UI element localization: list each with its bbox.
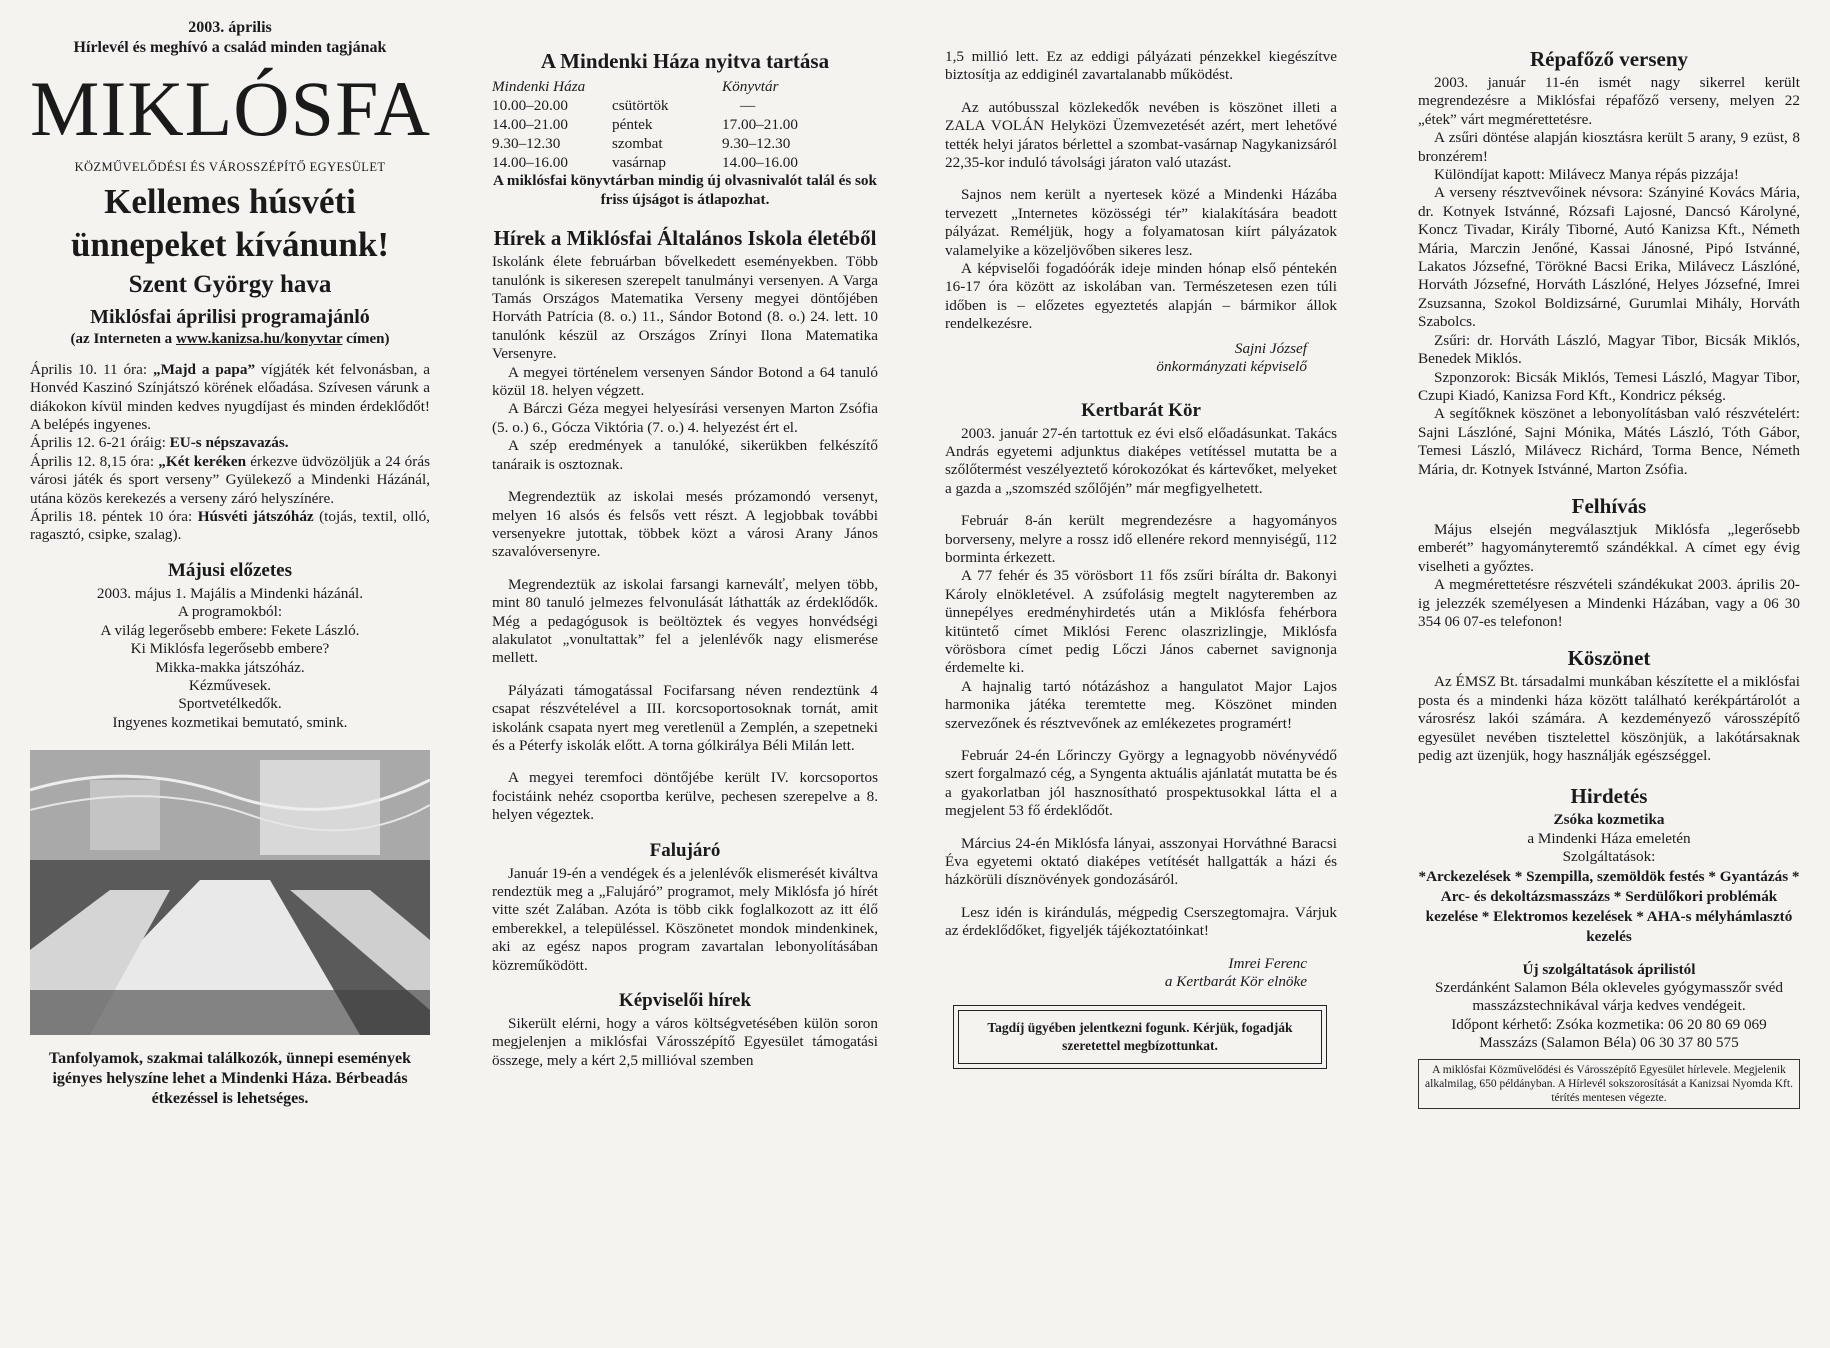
web-link[interactable]: www.kanizsa.hu/konyvtar xyxy=(175,331,343,348)
column-2 xyxy=(492,48,878,1348)
garden-paragraph: 2003. január 27-én tartottuk ez évi első előadásunkat. Takács András egyetemi adjunktus diaképes vetítéssel mutatta be a szőlőtermést veszélyeztető kórokozókat és kártevőket, melyeket a gazda a „szomszéd szőlőjén” már megfigyelhetett. xyxy=(945,424,1337,497)
tagline: Hírlevél és meghívó a család minden tagjának xyxy=(73,39,387,56)
garden-paragraph: Március 24-én Miklósfa lányai, asszonyai Horváthné Baracsi Éva egyetemi oktató diaképes vetítését hallgatták a házi és házkörüli dísznövények gondozásáról. xyxy=(945,834,1337,889)
event-item: Április 12. 8,15 óra: „Két keréken érkezve üdvözöljük a 24 órás városi játék és sport verseny” Gyülekező a Mindenki Házánál, utána közös kerekezés a verseny záró helyszínére. xyxy=(30,452,430,507)
representative-paragraph: 1,5 millió lett. Ez az eddigi pályázati pénzekkel kiegészítve biztosítja az eddiginél zavartalanabb működést. xyxy=(945,48,1337,84)
may-line: Sportvetélkedők. xyxy=(178,695,282,713)
signature-name: Sajni József xyxy=(1234,339,1307,357)
table-header-row xyxy=(492,78,832,96)
beet-paragraph: Szponzorok: Bicsák Miklós, Temesi László, Magyar Tibor, Czupi Kiadó, Kanizsa Ford Kft., Kondricz pékség. xyxy=(1418,368,1800,404)
issue-date: 2003. április xyxy=(188,19,272,36)
program-title: Miklósfai áprilisi programajánló xyxy=(90,306,370,329)
column-1 xyxy=(30,18,430,1318)
announcement-title: Felhívás xyxy=(1571,493,1647,518)
booking-line: Időpont kérhető: Zsóka kozmetika: 06 20 80 69 069 xyxy=(1451,1015,1767,1033)
greeting-line-2: ünnepeket kívánunk! xyxy=(70,225,390,265)
event-item: Április 12. 6-21 óráig: EU-s népszavazás. xyxy=(30,434,289,452)
advert-services: *Arckezelések * Szempilla, szemöldök festés * Gyantázás * Arc- és dekoltázsmasszázs * Serdülőkori problémák kezelése * Elektromos kezelések * AHA-s mélyhámlasztó kezelés xyxy=(1418,867,1800,945)
header-mindenki-haza: Mindenki Háza xyxy=(492,78,586,95)
school-paragraph: A szép eredmények a tanulóké, sikerükben felkészítő tanáraik is osztoznak. xyxy=(492,437,878,473)
signature-name: Imrei Ferenc xyxy=(1228,954,1307,972)
announcement-paragraph: Május elsején megválasztjuk Miklósfa „legerősebb emberét” hagyományteremtő szándékkal. A címet egy évig viselheti a győztes. xyxy=(1418,520,1800,575)
table-row: 14.00–21.00 péntek 17.00–21.00 xyxy=(492,116,798,134)
may-line: Ki Miklósfa legerősebb embere? xyxy=(130,640,330,658)
garden-paragraph: Február 8-án került megrendezésre a hagyományos borverseny, melyre a rossz idő ellenére rekord mennyiségű, 112 borminta érkezett. xyxy=(945,512,1337,566)
library-note: A miklósfai könyvtárban mindig új olvasnivalót talál és sok friss újságot is átlapozhat. xyxy=(493,172,877,208)
membership-notice-box xyxy=(953,1005,1327,1069)
representative-paragraph: Sajnos nem került a nyertesek közé a Mindenki Házába tervezett „Internetes közösségi tér” kialakítására beadott pályázat. Reméljük, hogy a folyamatosan kiírt pályázatok valamelyike a közeljövőben sikeres lesz. xyxy=(945,186,1337,259)
may-line: A világ legerősebb embere: Fekete László. xyxy=(100,621,360,639)
representative-paragraph: Sikerült elérni, hogy a város költségvetésében külön soron megjelenjen a miklósfai Városszépítő Egyesület támogatási összege, mely a kért 2,5 millióval szemben xyxy=(492,1015,878,1069)
venue-promo: Tanfolyamok, szakmai találkozók, ünnepi események igényes helyszíne lehet a Mindenki Háza. Bérbeadás étkezéssel is lehetséges. xyxy=(48,1050,412,1108)
garden-club-title: Kertbarát Kör xyxy=(1081,399,1201,421)
opening-hours-table xyxy=(492,78,832,172)
beet-contest-title: Répafőző verseny xyxy=(1529,47,1689,71)
school-paragraph: Pályázati támogatással Focifarsang néven rendeztünk 4 csapat részvételével a III. korcsoportosoknak tornát, amit iskolánk csapata nyert meg veretlenül a Zemplén, a szepetneki és a Péterfy iskolák előtt. A torna gólkirálya Béli Milán lett. xyxy=(492,681,878,754)
hours-title: A Mindenki Háza nyitva tartása xyxy=(540,49,830,73)
school-paragraph: A megyei történelem versenyen Sándor Botond a 64 tanuló közül 18. helyen végzett. xyxy=(492,363,878,400)
advert-location: a Mindenki Háza emeletén xyxy=(1527,829,1691,847)
may-line: Kézművesek. xyxy=(188,676,272,694)
representative-paragraph: A képviselői fogadóórák ideje minden hónap első péntekén 16-17 óra között az iskolában van. Természetesen ezen túli időben is – előzetes egyeztetés alapján – bármikor állok rendelkezésre. xyxy=(945,260,1337,333)
event-item: Április 10. 11 óra: „Majd a papa” vígjáték két felvonásban, a Honvéd Kaszinó Színjátszó körének előadása. Szívesen várunk a diákokon kívül minden kedves nyugdíjast és minden érdeklődőt! A belépés ingyenes. xyxy=(30,360,430,434)
beet-paragraph: A verseny résztvevőinek névsora: Szányiné Kovács Mária, dr. Kotnyek Istvánné, Rózsafi Lajosné, Dancsó Károlyné, Koncz Tivadar, Király Tiborné, Autó Kanizsa Kft., Németh Mária, Marczin Jenőné, Kassai Jánosné, Pipó Istvánné, Lakatos Józsefné, Törökné Bacsi Erika, Milávecz Lászlóné, Horváth Józsefné, Horváth Lászlóné, Helyes Józsefné, Imrei Zsuzsanna, Szokol Boldizsárné, Gurumlai Mihály, Horváth Szabolcs. xyxy=(1418,184,1800,331)
representative-paragraph: Az autóbusszal közlekedők nevében is köszönet illeti a ZALA VOLÁN Helyközi Üzemvezetését azért, mert lehetővé tették helyi járatos bérlettel a szombat-vasárnap Nagykanizsáról 22,35-kor induló távolsági járaton való utazást. xyxy=(945,98,1337,172)
garden-paragraph: Február 24-én Lőrinczy György a legnagyobb növényvédő szert forgalmazó cég, a Syngenta aktuális ajánlatát mutatta be és a gyakorlatban jól hasznosítható prospektusokkal látta el a megjelent 53 fő érdeklődőt. xyxy=(945,747,1337,820)
advert-services-label: Szolgáltatások: xyxy=(1562,848,1656,866)
table-row: 10.00–20.00 csütörtök — xyxy=(492,97,756,115)
representative-news-title: Képviselői hírek xyxy=(618,990,752,1012)
publisher-note-box: A miklósfai Közművelődési és Városszépítő Egyesület hírlevele. Megjelenik alkalmilag, 650 példányban. A Hírlevél sokszorosítását a Kanizsai Nyomda Kft. térítés mentesen végezte. xyxy=(1418,1059,1800,1109)
header-konyvtar: Könyvtár xyxy=(722,78,779,95)
table-row: 14.00–16.00 vasárnap 14.00–16.00 xyxy=(492,154,798,172)
event-list xyxy=(30,361,430,545)
garden-paragraph: A hajnalig tartó nótázáshoz a hangulatot Major Lajos harmonika játéka teremtette meg. Köszönet minden szervezőnek és résztvevőnek az emlékezetes programért! xyxy=(945,677,1337,732)
table-row: 9.30–12.30 szombat 9.30–12.30 xyxy=(492,135,791,153)
masthead: MIKLÓSFA xyxy=(30,65,431,152)
school-paragraph: Megrendeztük az iskolai farsangi karneválť, melyen több, mint 80 tanuló jelmezes felvonulását láthatták az érdeklődők. Még a pedagógusok is beöltöztek és vegyes honvédségi alakulatot „vonultattak” fel a jelenlévők nagy elismerése mellett. xyxy=(492,575,878,667)
signature-role: önkormányzati képviselő xyxy=(1156,358,1307,376)
event-item: Április 18. péntek 10 óra: Húsvéti játszóház (tojás, textil, olló, ragasztó, csipke, szalag). xyxy=(30,508,430,544)
advert-title: Hirdetés xyxy=(1570,784,1648,809)
beet-paragraph: A zsűri döntése alapján kiosztásra került 5 arany, 9 ezüst, 8 bronzérem! xyxy=(1418,129,1800,165)
garden-paragraph: A 77 fehér és 35 vörösbort 11 fős zsűri bírálta dr. Bakonyi Károly elnökletével. A zsúfolásig megtelt nagyteremben az ünnepélyes eredményhirdetés után a Miklósfa fehérbora kitüntető címet Miklósi Ferenc olaszrizlingje, Miklósfa vörösbora címet pedig Lőczi János cabernet savignonja érdemelte ki. xyxy=(945,567,1337,677)
new-services-title: Új szolgáltatások áprilistól xyxy=(1522,960,1696,978)
thanks-paragraph: Az ÉMSZ Bt. társadalmi munkában készítette el a miklósfai posta és a mindenki háza között található kerékpártárolót a városrész lakói számára. A kezdeményező városszépítő egyesület nevében tisztelettel köszönjük, a lakótársaknak pedig azt üzenjük, hogy használják egészséggel. xyxy=(1418,673,1800,764)
column-3 xyxy=(945,48,1337,1348)
banquet-hall-photo xyxy=(30,750,430,1035)
school-paragraph: Megrendeztük az iskolai mesés prózamondó versenyt, melyen 16 alsós és felsős vett részt. A legjobbak további versenyekre jutottak, többek közt a városi Arany János szavalóversenyre. xyxy=(492,488,878,561)
may-preview-title: Májusi előzetes xyxy=(168,559,292,581)
school-paragraph: A Bárczi Géza megyei helyesírási versenyen Marton Zsófia (5. o.) 6., Gócza Viktória (7. o.) 4. helyezést ért el. xyxy=(492,400,878,436)
organization-name: KÖZMŰVELŐDÉSI ÉS VÁROSSZÉPÍTŐ EGYESÜLET xyxy=(74,160,386,174)
may-line: Ingyenes kozmetikai bemutató, smink. xyxy=(112,713,348,731)
signature-role: a Kertbarát Kör elnöke xyxy=(1164,973,1307,991)
may-line: 2003. május 1. Majális a Mindenki házánál. xyxy=(96,584,364,602)
announcement-paragraph: A megmérettetésre részvételi szándékukat 2003. április 20-ig jelezzék személyesen a Mindenki Házában, vagy a 06 30 354 06 07-es telefonon! xyxy=(1418,576,1800,630)
beet-paragraph: Különdíjat kapott: Milávecz Manya répás pizzája! xyxy=(1434,166,1739,184)
falujaro-title: Falujáró xyxy=(649,839,721,861)
thanks-title: Köszönet xyxy=(1567,646,1651,671)
greeting-line-1: Kellemes húsvéti xyxy=(104,182,356,222)
beet-paragraph: Zsűri: dr. Horváth László, Magyar Tibor, Bicsák Miklós, Benedek Miklós. xyxy=(1418,331,1800,368)
school-news-title: Hírek a Miklósfai Általános Iskola életéből xyxy=(493,226,877,251)
booking-line: Masszázs (Salamon Béla) 06 30 37 80 575 xyxy=(1479,1034,1739,1052)
school-paragraph: A megyei teremfoci döntőjébe került IV. korcsoportos focistáink nehéz csoportba kerülve, pechesen szerepelve a 8. helyen végeztek. xyxy=(492,769,878,824)
beet-paragraph: A segítőknek köszönet a lebonyolításban való részvételért: Sajni Lászlóné, Sajni Mónika, Mátés László, Tóth Gábor, Temesi László, Milávecz Richárd, Torma Bence, Németh Mária, dr. Kotnyek Istvánné, Marton Zsófia. xyxy=(1418,405,1800,478)
new-services-text: Szerdánként Salamon Béla okleveles gyógymasszőr svéd masszázstechnikával várja kedves vendégeit. xyxy=(1435,979,1783,1015)
column-4 xyxy=(1418,48,1800,1348)
beet-paragraph: 2003. január 11-én ismét nagy sikerrel került megrendezésre a Miklósfai répafőző verseny, melyen 22 „étek” várt megmérettetésre. xyxy=(1418,74,1800,128)
may-line: A programokból: xyxy=(177,603,283,621)
advert-name: Zsóka kozmetika xyxy=(1553,811,1665,829)
falujaro-paragraph: Január 19-én a vendégek és a jelenlévők elismerését kiváltva rendeztük meg a „Falujáró” programot, mely Miklósfa jó hírét vitte szét Zalában. Azóta is több cikk foglalkozott az itt élő emberekkel, a településsel. Köszönetet mondok mindenkinek, aki az egész napos program zavartalan lebonyolításában közreműködött. xyxy=(492,864,878,974)
month-name: Szent György hava xyxy=(128,271,332,299)
garden-paragraph: Lesz idén is kirándulás, mégpedig Cserszegtomajra. Várjuk az érdeklődőket, figyeljék tájékoztatóinkat! xyxy=(945,903,1337,940)
may-line: Mikka-makka játszóház. xyxy=(155,658,305,676)
school-paragraph: Iskolánk élete februárban bővelkedett eseményekben. Több tanulónk is sikeresen szerepelt tanulmányi versenyen. A Varga Tamás Országos Matematika Verseny megyei döntőjében Horváth Patrícia (8. o.) 11., Sándor Botond (8. o.) 24. lett. 10 tanulónk készül az Országos Zrínyi Ilona Matematika Versenyre. xyxy=(492,253,878,363)
membership-notice: Tagdíj ügyében jelentkezni fogunk. Kérjük, fogadják szeretettel megbízottunkat. xyxy=(958,1010,1322,1064)
web-note: (az Interneten a www.kanizsa.hu/konyvtar címen) xyxy=(70,331,390,348)
